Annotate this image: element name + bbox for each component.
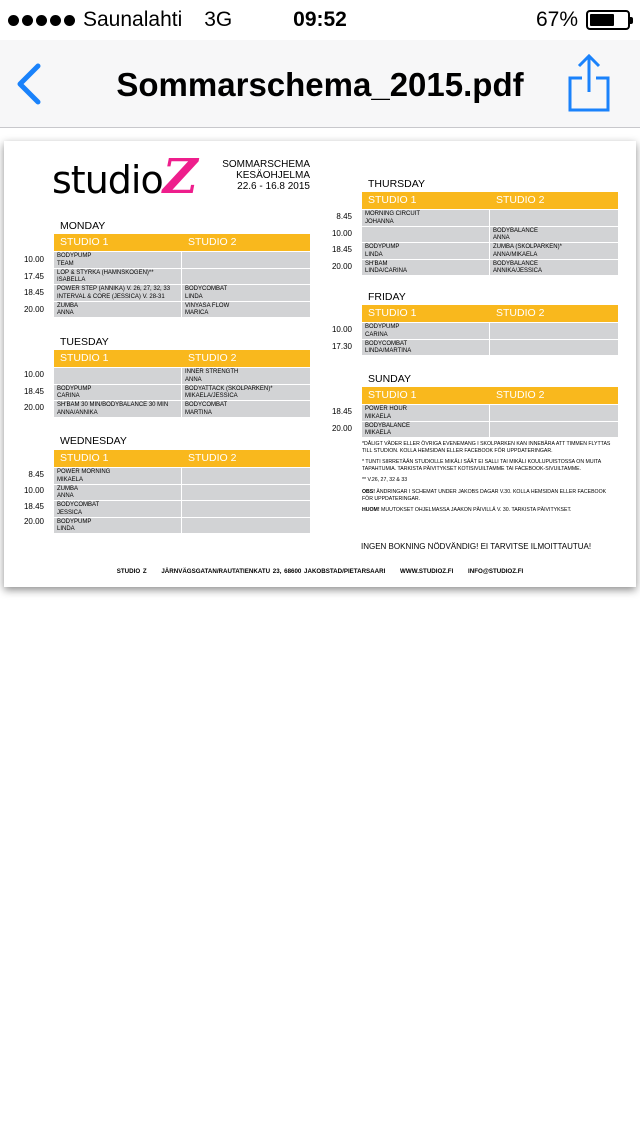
status-left (8, 8, 232, 32)
table-row: POWER HOUR MIKAELA (362, 404, 618, 421)
schedule-table-tuesday: STUDIO 1 STUDIO 2 INNER STRENGTH ANNA BODYPUMP CARINA BODYATTACK (SKOLPARKEN)* MIKAELA/JESSICA SH'BAM 30 MIN/BODYBALANCE 30 MIN ANNA/ANNIKA BODYCOMBAT MARTINA (54, 350, 310, 417)
status-bar (0, 0, 640, 40)
signal-icon (8, 15, 75, 26)
schedule-header: SOMMARSCHEMA KESÄOHJELMA 22.6 - 16.8 2015 (222, 159, 310, 192)
battery-percent: 67% (535, 8, 578, 31)
pdf-footer: STUDIO Z JÄRNVÄGSGATAN/RAUTATIENKATU 23, 68600 JAKOBSTAD/PIETARSAARI WWW.STUDIOZ.FI INFO@STUDIOZ.FI (116, 568, 524, 575)
schedule-table-friday: STUDIO 1 STUDIO 2 BODYPUMP CARINA BODYCOMBAT LINDA/MARTINA (362, 305, 618, 355)
day-heading-wednesday: WEDNESDAY (60, 435, 127, 447)
share-icon[interactable] (568, 52, 610, 112)
table-row: BODYPUMP LINDA (54, 517, 310, 534)
schedule-table-monday: STUDIO 1 STUDIO 2 BODYPUMP TEAM LÖP & STYRKA (HAMNSKOGEN)** ISABELLA POWER STEP (ANNIKA) V. 26, 27, 32, 33 INTERVAL & CORE (JESSICA) V. 28-31 BODYCOMBAT LINDA ZUMBA ANNA VINYASA FLOW MARICA (54, 234, 310, 317)
chevron-left-icon[interactable] (12, 60, 48, 108)
navigation-bar (0, 40, 640, 128)
table-row: INNER STRENGTH ANNA (54, 367, 310, 384)
table-row: BODYPUMP CARINA BODYATTACK (SKOLPARKEN)* MIKAELA/JESSICA (54, 384, 310, 401)
day-heading-thursday: THURSDAY (368, 178, 425, 190)
day-heading-sunday: SUNDAY (368, 373, 411, 385)
table-row: BODYPUMP TEAM (54, 251, 310, 268)
table-row: BODYPUMP LINDA ZUMBA (SKOLPARKEN)* ANNA/MIKAELA (362, 242, 618, 259)
table-row: SH'BAM LINDA/CARINA BODYBALANCE ANNIKA/JESSICA (362, 259, 618, 276)
table-row: ZUMBA ANNA VINYASA FLOW MARICA (54, 301, 310, 318)
table-row: LÖP & STYRKA (HAMNSKOGEN)** ISABELLA (54, 268, 310, 285)
network-type: 3G (204, 8, 233, 31)
carrier-name: Saunalahti (83, 8, 183, 31)
battery-icon (586, 10, 630, 30)
day-heading-tuesday: TUESDAY (60, 336, 109, 348)
schedule-notes: *DÅLIGT VÄDER ELLER ÖVRIGA EVENEMANG I SKOLPARKEN KAN INNEBÄRA ATT TIMMEN FLYTTAS TILL STUDION. KOLLA HEMSIDAN ELLER FACEBOOK FÖR UPPDATERINGAR. * TUNTI SIIRRETÄÄN STUDIOLLE MIKÄLI SÄÄT EI SALLI TAI MIKÄLI KOULUPUISTOSSA ON MUITA TAPAHTUMIA. TARKISTA PÄIVITYKSET KOTISIVUILTAMME TAI FACEBOOK-SIVUILTAMME. ** V.26, 27, 32 & 33 OBS! ÄNDRINGAR I SCHEMAT UNDER JAKOBS DAGAR V.30. KOLLA HEMSIDAN ELLER FACEBOOK FÖR UPPDATERINGAR. HUOM! MUUTOKSET OHJELMASSA JAAKON PÄIVILLÄ V. 30. TARKISTA PÄIVITYKSET. (362, 441, 611, 514)
day-heading-monday: MONDAY (60, 220, 106, 232)
table-row: POWER MORNING MIKAELA (54, 467, 310, 484)
pdf-viewer[interactable] (0, 129, 640, 1136)
table-row: POWER STEP (ANNIKA) V. 26, 27, 32, 33 INTERVAL & CORE (JESSICA) V. 28-31 BODYCOMBAT LINDA (54, 284, 310, 301)
table-row: BODYBALANCE MIKAELA (362, 421, 618, 438)
status-right (536, 8, 630, 32)
table-row: BODYCOMBAT LINDA/MARTINA (362, 339, 618, 356)
table-row: BODYCOMBAT JESSICA (54, 500, 310, 517)
table-row: BODYPUMP CARINA (362, 322, 618, 339)
document-title: Sommarschema_2015.pdf (116, 66, 524, 103)
schedule-table-sunday: STUDIO 1 STUDIO 2 POWER HOUR MIKAELA BODYBALANCE MIKAELA (362, 387, 618, 437)
table-row: ZUMBA ANNA (54, 484, 310, 501)
table-row: BODYBALANCE ANNA (362, 226, 618, 243)
schedule-table-thursday: STUDIO 1 STUDIO 2 MORNING CIRCUIT JOHANNA BODYBALANCE ANNA BODYPUMP LINDA ZUMBA (SKOLPARKEN)* ANNA/MIKAELA SH'BAM LINDA/CARINA BODYBALANCE ANNIKA/JESSICA (362, 192, 618, 275)
schedule-table-wednesday: STUDIO 1 STUDIO 2 POWER MORNING MIKAELA ZUMBA ANNA BODYCOMBAT JESSICA BODYPUMP LINDA (54, 450, 310, 533)
studio-z-logo: studioZ (52, 149, 197, 205)
clock: 09:52 (293, 8, 347, 31)
no-booking-note: INGEN BOKNING NÖDVÄNDIG! EI TARVITSE ILMOITTAUTUA! (361, 542, 592, 551)
table-row: MORNING CIRCUIT JOHANNA (362, 209, 618, 226)
table-row: SH'BAM 30 MIN/BODYBALANCE 30 MIN ANNA/ANNIKA BODYCOMBAT MARTINA (54, 400, 310, 417)
pdf-page[interactable]: studioZ SOMMARSCHEMA KESÄOHJELMA 22.6 - 16.8 2015 MONDAY 10.00 17.45 18.45 20.00 STUDIO 1 STUDIO 2 BODYPUMP TEAM LÖP & STYRKA (HAMNSKOGEN)** ISABELLA POWER STEP (ANNIKA) V. 26, 27, 32, 33 INTERVAL & CORE (JESSICA) V. 28-31 BODYCOMBAT LINDA ZUMBA ANNA VINYASA FLOW MARICA TUESDAY 10.00 18.45 20.00 STUDIO 1 STUDIO 2 INNER STRENGTH ANNA BODYPUMP CARINA BODYATTACK (SKOLPARKEN)* MIKAELA/JESSICA SH'BAM 30 MIN/BODYBALANCE 30 MIN ANNA/ANNIKA BODYCOMBAT MARTINA WEDNESDAY 8.45 10.00 18.45 20.00 STUDIO 1 STUDIO 2 POWER MORNING MIKAELA ZUMBA ANNA BODYCOMBAT JESSICA BODYPUMP LINDA THURSDAY 8.45 10.00 18.45 20.00 STUDIO 1 STUDIO 2 MORNING CIRCUIT JOHANNA BODYBALANCE ANNA BODYPUMP LINDA ZUMBA (SKOLPARKEN)* ANNA/MIKAELA SH'BAM LINDA/CARINA BODYBALANCE ANNIKA/JESSICA FRIDAY 10.00 17.30 STUDIO 1 STUDIO 2 BODYPUMP CARINA BODYCOMBAT LINDA/MARTINA SUNDAY 18.45 20.00 STUDIO 1 STUDIO 2 POWER HOUR MIKAELA BODYBALANCE MIKAELA *DÅLIGT VÄDER ELLER ÖVRIGA EVENEMANG I SKOLPARKEN KAN INNEBÄRA ATT TIMMEN FLYTTAS TILL STUDION. KOLLA HEMSIDAN ELLER FACEBOOK FÖR UPPDATERINGAR. * TUNTI SIIRRETÄÄN STUDIOLLE MIKÄLI SÄÄT EI SALLI TAI MIKÄLI KOULUPUISTOSSA ON MUITA TAPAHTUMIA. TARKISTA PÄIVITYKSET KOTISIVUILTAMME TAI FACEBOOK-SIVUILTAMME. ** V.26, 27, 32 & 33 OBS! ÄNDRINGAR I SCHEMAT UNDER JAKOBS DAGAR V.30. KOLLA HEMSIDAN ELLER FACEBOOK FÖR UPPDATERINGAR. HUOM! MUUTOKSET OHJELMASSA JAAKON PÄIVILLÄ V. 30. TARKISTA PÄIVITYKSET. INGEN BOKNING NÖDVÄNDIG! EI TARVITSE ILMOITTAUTUA! STUDIO Z JÄRNVÄGSGATAN/RAUTATIENKATU 23, 68600 JAKOBSTAD/PIETARSAARI WWW.STUDIOZ.FI INFO@STUDIOZ.FI (4, 141, 636, 587)
day-heading-friday: FRIDAY (368, 291, 406, 303)
